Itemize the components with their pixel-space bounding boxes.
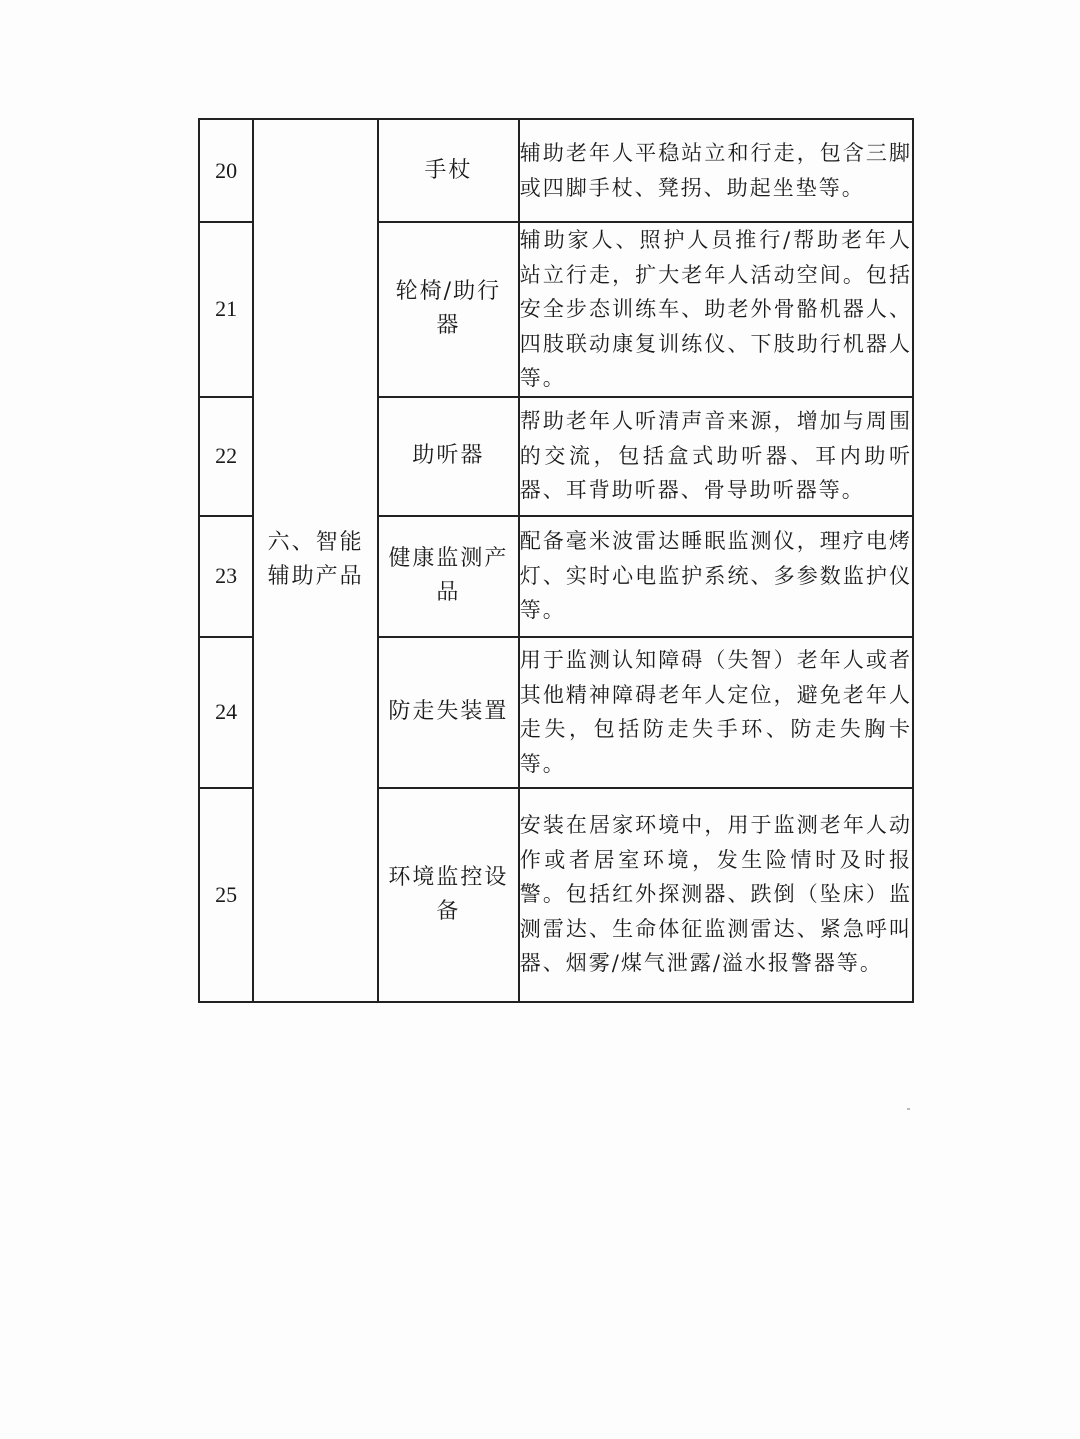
- row-number: 21: [199, 222, 253, 397]
- product-name: 健康监测产品: [378, 516, 519, 637]
- scan-speck: [907, 1108, 910, 1110]
- product-name: 环境监控设备: [378, 788, 519, 1002]
- row-number: 23: [199, 516, 253, 637]
- product-description: 帮助老年人听清声音来源，增加与周围的交流，包括盒式助听器、耳内助听器、耳背助听器、骨导助听器等。: [519, 397, 913, 516]
- row-number: 22: [199, 397, 253, 516]
- product-catalog-table: [198, 118, 914, 1003]
- product-name: 轮椅/助行器: [378, 222, 519, 397]
- row-number: 25: [199, 788, 253, 1002]
- row-number: 24: [199, 637, 253, 788]
- table-row: [199, 119, 913, 222]
- category-label: 六、智能辅助产品: [267, 530, 364, 590]
- product-description: 辅助老年人平稳站立和行走，包含三脚或四脚手杖、凳拐、助起坐垫等。: [519, 119, 913, 222]
- category-cell: [253, 119, 378, 1002]
- product-name: 助听器: [378, 397, 519, 516]
- product-description: 用于监测认知障碍（失智）老年人或者其他精神障碍老年人定位，避免老年人走失，包括防走失手环、防走失胸卡等。: [519, 637, 913, 788]
- product-name: 防走失装置: [378, 637, 519, 788]
- product-description: 配备毫米波雷达睡眠监测仪，理疗电烤灯、实时心电监护系统、多参数监护仪等。: [519, 516, 913, 637]
- row-number: 20: [199, 119, 253, 222]
- product-name: 手杖: [378, 119, 519, 222]
- product-description: 辅助家人、照护人员推行/帮助老年人站立行走，扩大老年人活动空间。包括安全步态训练车、助老外骨骼机器人、四肢联动康复训练仪、下肢助行机器人等。: [519, 222, 913, 397]
- product-description: 安装在居家环境中，用于监测老年人动作或者居室环境，发生险情时及时报警。包括红外探测器、跌倒（坠床）监测雷达、生命体征监测雷达、紧急呼叫器、烟雾/煤气泄露/溢水报警器等。: [519, 788, 913, 1002]
